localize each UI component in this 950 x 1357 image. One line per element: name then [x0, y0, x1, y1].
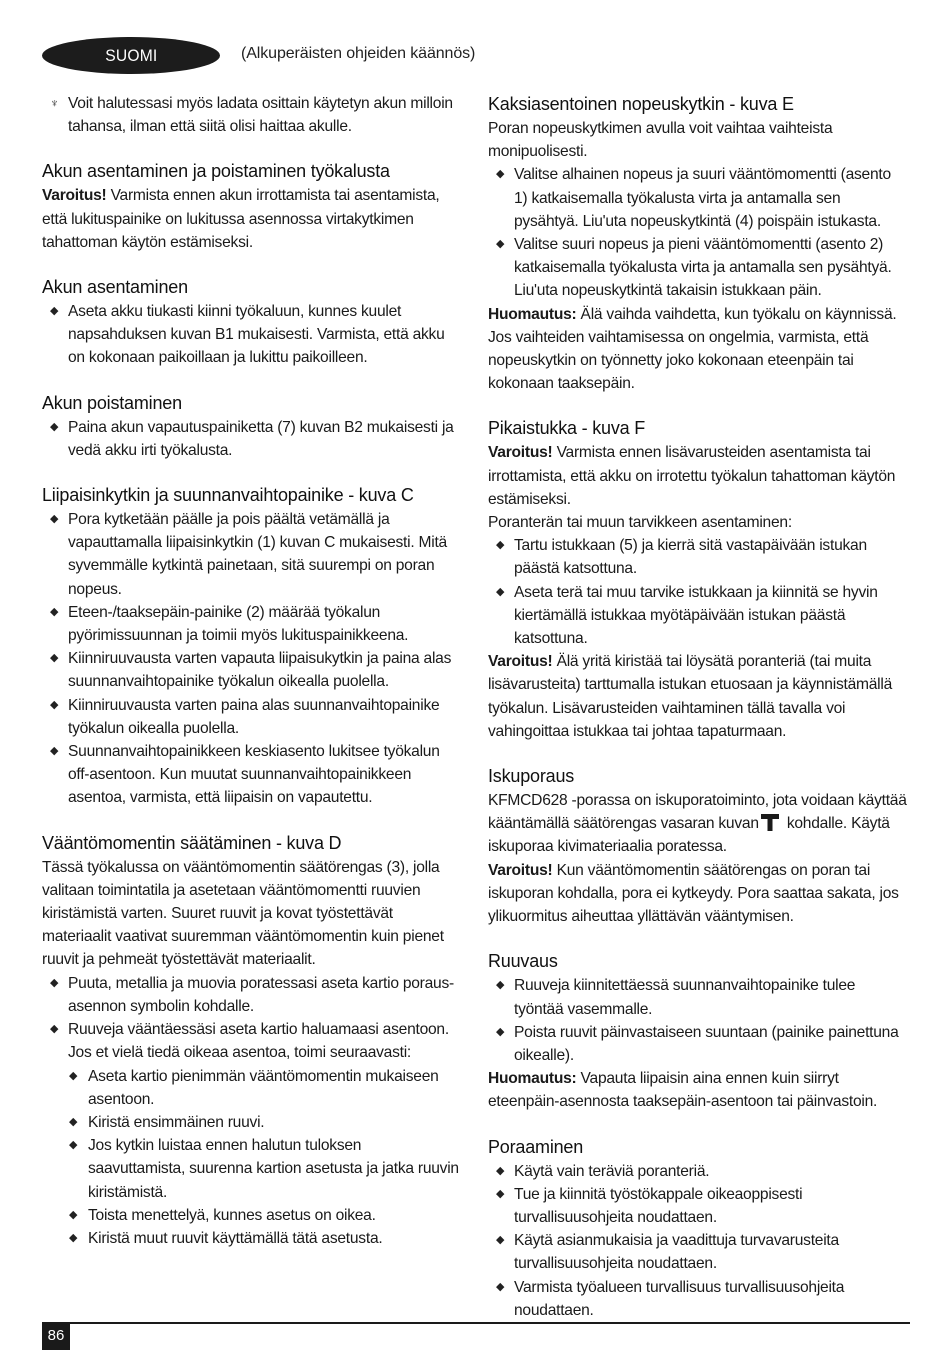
- diamond-bullet-icon: ◆: [496, 1234, 505, 1247]
- diamond-bullet-icon: ◆: [496, 1187, 505, 1200]
- list-item-text: Varmista työalueen turvallisuus turvallisuusohjeita noudattaen.: [514, 1278, 845, 1319]
- list-item: [42, 972, 462, 1018]
- note-paragraph: [488, 1067, 908, 1113]
- bullet-list: [488, 974, 908, 1067]
- bullet-list: [488, 1160, 908, 1322]
- list-item: [488, 581, 908, 651]
- warning-label: Varoitus!: [488, 653, 553, 671]
- bullet-list: [42, 972, 462, 1065]
- warning-text: Älä yritä kiristää tai löysätä poranteriä (tai muita lisävarusteita) tarttumalla istukan etuosaan ja käynnistämällä työkalun. Lisävarusteiden vaihtaminen tällä tavalla voi vahingoittaa istukkaa tai johtaa tapaturmaan.: [488, 653, 893, 740]
- warning-label: Varoitus!: [42, 187, 107, 205]
- list-item-text: Toista menettelyä, kunnes asetus on oikea.: [88, 1206, 376, 1224]
- diamond-bullet-icon: ◆: [496, 539, 505, 552]
- list-item: [42, 694, 462, 740]
- language-label: SUOMI: [104, 46, 158, 65]
- warning-text: Varmista ennen lisävarusteiden asentamista tai irrottamista, että akku on irrotettu työkalun tahattoman käytön estämiseksi.: [488, 444, 896, 508]
- list-item: [488, 974, 908, 1020]
- list-item-text: Kiinniruuvausta varten vapauta liipaisukytkin ja paina alas suunnanvaihtopainike työkalun oikealla puolella.: [68, 650, 452, 691]
- diamond-bullet-icon: ◆: [69, 1115, 78, 1128]
- list-item: [488, 534, 908, 580]
- diamond-bullet-icon: ◆: [50, 698, 59, 711]
- intro-tip-list: [42, 92, 462, 138]
- list-item-text: Puuta, metallia ja muovia poratessasi aseta kartio porausasennon symbolin kohdalle.: [68, 974, 455, 1015]
- diamond-bullet-icon: ◆: [50, 513, 59, 526]
- list-item: [488, 163, 908, 233]
- list-item-text: Aseta terä tai muu tarvike istukkaan ja kiinnitä se hyvin kiertämällä istukkaa myötäpäivään istukan päästä katsottuna.: [514, 583, 878, 648]
- list-item-text: Valitse alhainen nopeus ja suuri vääntömomentti (asento 1) katkaisemalla työkalusta virta ja antamalla sen pysähtyä. Liu'uta nopeuskytkintä (4) poispäin istukasta.: [514, 166, 891, 230]
- plug-icon: ♆: [50, 96, 59, 110]
- list-item-text: Valitse suuri nopeus ja pieni vääntömomentti (asento 2) katkaisemalla työkalusta virta ja antamalla sen pysähtyä. Liu'uta nopeuskytkintä takaisin istukkaan päin.: [514, 236, 892, 300]
- diamond-bullet-icon: ◆: [50, 420, 59, 433]
- list-item: [42, 416, 462, 462]
- diamond-bullet-icon: ◆: [496, 979, 505, 992]
- note-text: Vapauta liipaisin aina ennen kuin siirryt eteenpäin-asennosta taaksepäin-asentoon tai päinvastoin.: [488, 1070, 878, 1111]
- section-intro: Poran nopeuskytkimen avulla voit vaihtaa vaihteista monipuolisesti.: [488, 120, 833, 161]
- bullet-list: [42, 300, 462, 370]
- section-title: Kaksiasentoinen nopeuskytkin - kuva E: [488, 94, 794, 114]
- section-title: Vääntömomentin säätäminen - kuva D: [42, 832, 342, 853]
- list-item-text: Ruuveja vääntäessäsi aseta kartio haluamaasi asentoon. Jos et vielä tiedä oikeaa asentoa, toimi seuraavasti:: [68, 1021, 449, 1062]
- section-title: Akun asentaminen: [42, 277, 188, 298]
- lead-paragraph: Poranterän tai muun tarvikkeen asentaminen:: [488, 514, 792, 532]
- page-subtitle: (Alkuperäisten ohjeiden käännös): [241, 45, 476, 62]
- list-item: [488, 233, 908, 303]
- list-item: [488, 1276, 908, 1322]
- list-item: [488, 1160, 908, 1183]
- list-item: [42, 508, 462, 601]
- list-item-text: Kiristä muut ruuvit käyttämällä tätä asetusta.: [88, 1229, 383, 1247]
- diamond-bullet-icon: ◆: [69, 1231, 78, 1244]
- list-item: [488, 1229, 908, 1275]
- bullet-list: [42, 508, 462, 810]
- sub-list-item: [42, 1204, 462, 1227]
- list-item-text: Aseta akku tiukasti kiinni työkaluun, kunnes kuulet napsahduksen kuvan B1 mukaisesti. Varmista, että akku on kokonaan paikoillaan ja lukittu paikoilleen.: [68, 303, 445, 367]
- list-item: [42, 92, 462, 138]
- warning-paragraph: [488, 650, 908, 743]
- list-item-text: Voit halutessasi myös ladata osittain käytetyn akun milloin tahansa, ilman että siitä olisi haittaa akulle.: [68, 95, 453, 136]
- list-item-text: Kiristä ensimmäinen ruuvi.: [88, 1113, 265, 1131]
- sub-list-item: [42, 1111, 462, 1134]
- list-item: [488, 1021, 908, 1067]
- list-item-text: Ruuveja kiinnitettäessä suunnanvaihtopainike tulee työntää vasemmalle.: [514, 977, 856, 1018]
- list-item-text: Eteen-/taaksepäin-painike (2) määrää työkalun pyörimissuunnan ja toimii myös lukituspainikkeena.: [68, 603, 409, 645]
- language-badge: [42, 37, 220, 74]
- warning-paragraph: [488, 441, 908, 511]
- warning-paragraph: [488, 859, 908, 929]
- footer-rule: [42, 1322, 910, 1324]
- diamond-bullet-icon: ◆: [50, 305, 59, 318]
- hammer-icon: [761, 814, 779, 831]
- list-item-text: Jos kytkin luistaa ennen halutun tuloksen saavuttamista, suurenna kartion asetusta ja jatka ruuvin kiristämistä.: [88, 1137, 459, 1201]
- note-text: Älä vaihda vaihdetta, kun työkalu on käynnissä. Jos vaihteiden vaihtamisessa on ongelmia, varmista, että nopeuskytkin on työnnetty joko kokonaan eteenpäin tai kokonaan taaksepäin.: [488, 305, 897, 393]
- diamond-bullet-icon: ◆: [69, 1069, 78, 1082]
- page-number: 86: [42, 1322, 70, 1350]
- diamond-bullet-icon: ◆: [496, 238, 505, 251]
- sub-bullet-list: [42, 1065, 462, 1251]
- section-intro: Tässä työkalussa on vääntömomentin säätörengas (3), jolla valitaan toimintatila ja asetetaan vääntömomentti ruuvien kiristämistä varten. Suuret ruuvit ja kovat työstettävät materiaalit vaativat suuremman vääntömomentin kuin pienet ruuvit ja pehmeät työstettävät materiaalit.: [42, 858, 444, 969]
- list-item-text: Käytä asianmukaisia ja vaadittuja turvavarusteita turvallisuusohjeita noudattaen.: [514, 1232, 839, 1273]
- list-item-text: Pora kytketään päälle ja pois päältä vetämällä ja vapauttamalla liipaisinkytkin (1) kuvan C mukaisesti. Mitä syvemmälle kytkintä painetaan, sitä suurempi on poran nopeus.: [68, 511, 447, 598]
- list-item: [42, 740, 462, 810]
- section-title: Akun asentaminen ja poistaminen työkalusta: [42, 161, 390, 182]
- left-column: [42, 92, 462, 1250]
- body-paragraph: [488, 789, 908, 859]
- list-item-text: Suunnanvaihtopainikkeen keskiasento lukitsee työkalun off-asentoon. Kun muutat suunnanvaihtopainikkeen asentoa, varmista, että liipaisin on vapautettu.: [68, 743, 440, 807]
- diamond-bullet-icon: ◆: [50, 605, 59, 618]
- body-text: kohdalle. Käytä iskuporaa kivimateriaalia poratessa.: [488, 815, 890, 856]
- diamond-bullet-icon: ◆: [496, 1025, 505, 1038]
- list-item-text: Käytä vain teräviä poranteriä.: [514, 1162, 710, 1180]
- diamond-bullet-icon: ◆: [496, 1280, 505, 1293]
- sub-list-item: [42, 1065, 462, 1111]
- list-item-text: Aseta kartio pienimmän vääntömomentin mukaiseen asentoon.: [88, 1067, 439, 1108]
- list-item: [488, 1183, 908, 1229]
- section-title: Pikaistukka - kuva F: [488, 418, 646, 439]
- list-item-text: Poista ruuvit päinvastaiseen suuntaan (painike painettuna oikealle).: [514, 1023, 899, 1064]
- diamond-bullet-icon: ◆: [50, 1023, 59, 1036]
- right-column: [488, 92, 908, 1322]
- diamond-bullet-icon: ◆: [50, 745, 59, 758]
- bullet-list: [488, 534, 908, 650]
- list-item-text: Tue ja kiinnitä työstökappale oikeaoppisesti turvallisuusohjeita noudattaen.: [514, 1185, 803, 1226]
- section-title: Ruuvaus: [488, 951, 558, 972]
- diamond-bullet-icon: ◆: [69, 1208, 78, 1221]
- warning-label: Varoitus!: [488, 444, 553, 462]
- warning-label: Varoitus!: [488, 861, 553, 879]
- sub-list-item: [42, 1134, 462, 1204]
- list-item-text: Kiinniruuvausta varten paina alas suunnanvaihtopainike työkalun oikealla puolella.: [68, 696, 440, 737]
- section-title: Akun poistaminen: [42, 392, 182, 413]
- list-item: [42, 300, 462, 370]
- diamond-bullet-icon: ◆: [496, 585, 505, 598]
- note-label: Huomautus:: [488, 305, 577, 323]
- warning-text: Kun vääntömomentin säätörengas on poran tai iskuporan kohdalla, pora ei kytkeydy. Pora saattaa sakata, jos ylikuormitus aiheuttaa yllättävän vääntymisen.: [488, 861, 899, 926]
- note-label: Huomautus:: [488, 1070, 577, 1088]
- list-item-text: Paina akun vapautuspainiketta (7) kuvan B2 mukaisesti ja vedä akku irti työkalusta.: [68, 418, 454, 459]
- diamond-bullet-icon: ◆: [50, 976, 59, 989]
- body-text: KFMCD628 -porassa on iskuporatoiminto, jota voidaan käyttää kääntämällä säätörengas vasaran kuvan: [488, 792, 907, 833]
- warning-text: Varmista ennen akun irrottamista tai asentamista, että lukituspainike on lukitussa asennossa virtakytkimen tahattoman käytön estämiseksi.: [42, 187, 440, 251]
- bullet-list: [42, 416, 462, 462]
- bullet-list: [488, 163, 908, 302]
- list-item-text: Tartu istukkaan (5) ja kierrä sitä vastapäivään istukan päästä katsottuna.: [514, 537, 867, 578]
- warning-paragraph: [42, 184, 462, 254]
- diamond-bullet-icon: ◆: [496, 1164, 505, 1177]
- section-title: Iskuporaus: [488, 766, 575, 787]
- list-item: [42, 1018, 462, 1064]
- list-item: [42, 647, 462, 693]
- section-title: Liipaisinkytkin ja suunnanvaihtopainike - kuva C: [42, 485, 414, 506]
- note-paragraph: [488, 303, 908, 396]
- section-title: Poraaminen: [488, 1136, 584, 1157]
- list-item: [42, 601, 462, 647]
- diamond-bullet-icon: ◆: [496, 168, 505, 181]
- diamond-bullet-icon: ◆: [50, 652, 59, 665]
- sub-list-item: [42, 1227, 462, 1250]
- diamond-bullet-icon: ◆: [69, 1139, 78, 1152]
